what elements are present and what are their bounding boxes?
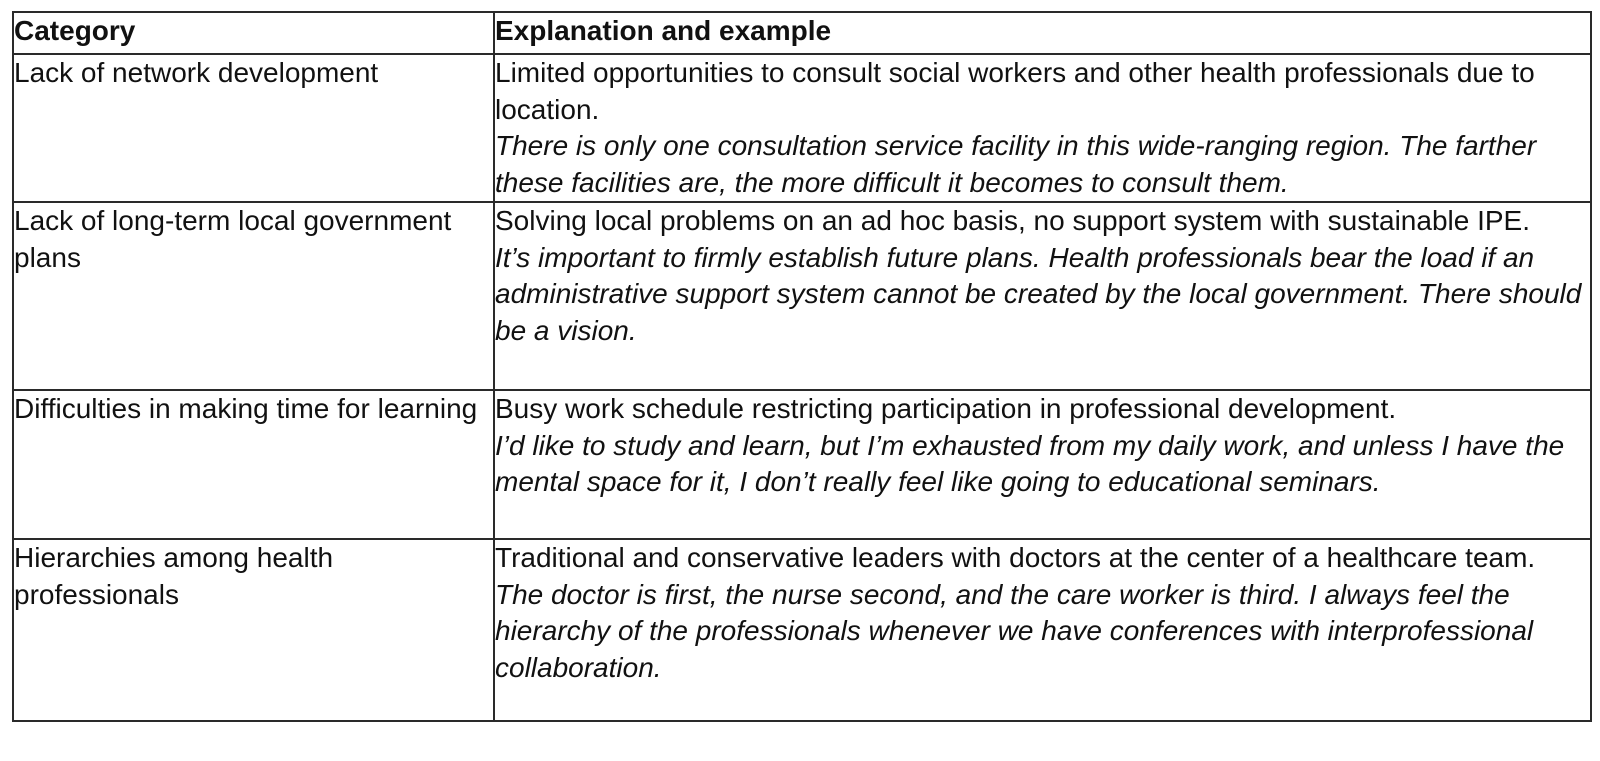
explanation-summary: Traditional and conservative leaders with doctors at the center of a healthcare team. [495, 542, 1536, 573]
category-cell: Difficulties in making time for learning [13, 390, 494, 539]
table-row [13, 539, 1591, 721]
example-quote: The doctor is first, the nurse second, and the care worker is third. I always feel the hierarchy of the professionals whenever we have conferences with interprofessional collaboration. [495, 578, 1534, 683]
category-cell: Lack of long-term local government plans [13, 202, 494, 390]
table-row [13, 202, 1591, 390]
category-cell: Lack of network development [13, 54, 494, 202]
table-row [13, 54, 1591, 202]
header-explanation: Explanation and example [494, 12, 1591, 54]
example-quote: It’s important to firmly establish future plans. Health professionals bear the load if an administrative support system cannot be created by the local government. There should be a vision. [495, 241, 1582, 346]
table-header-row [13, 12, 1591, 54]
header-category: Category [13, 12, 494, 54]
category-cell: Hierarchies among health professionals [13, 539, 494, 721]
explanation-cell [494, 539, 1591, 721]
example-quote: There is only one consultation service facility in this wide-ranging region. The farther these facilities are, the more difficult it becomes to consult them. [495, 130, 1537, 198]
explanation-summary: Limited opportunities to consult social workers and other health professionals due to location. [495, 57, 1535, 125]
explanation-summary: Busy work schedule restricting participation in professional development. [495, 393, 1397, 424]
explanation-summary: Solving local problems on an ad hoc basis, no support system with sustainable IPE. [495, 205, 1531, 236]
category-table [12, 11, 1592, 722]
explanation-cell [494, 390, 1591, 539]
explanation-cell [494, 54, 1591, 202]
example-quote: I’d like to study and learn, but I’m exhausted from my daily work, and unless I have the mental space for it, I don’t really feel like going to educational seminars. [495, 429, 1565, 497]
table-row [13, 390, 1591, 539]
explanation-cell [494, 202, 1591, 390]
